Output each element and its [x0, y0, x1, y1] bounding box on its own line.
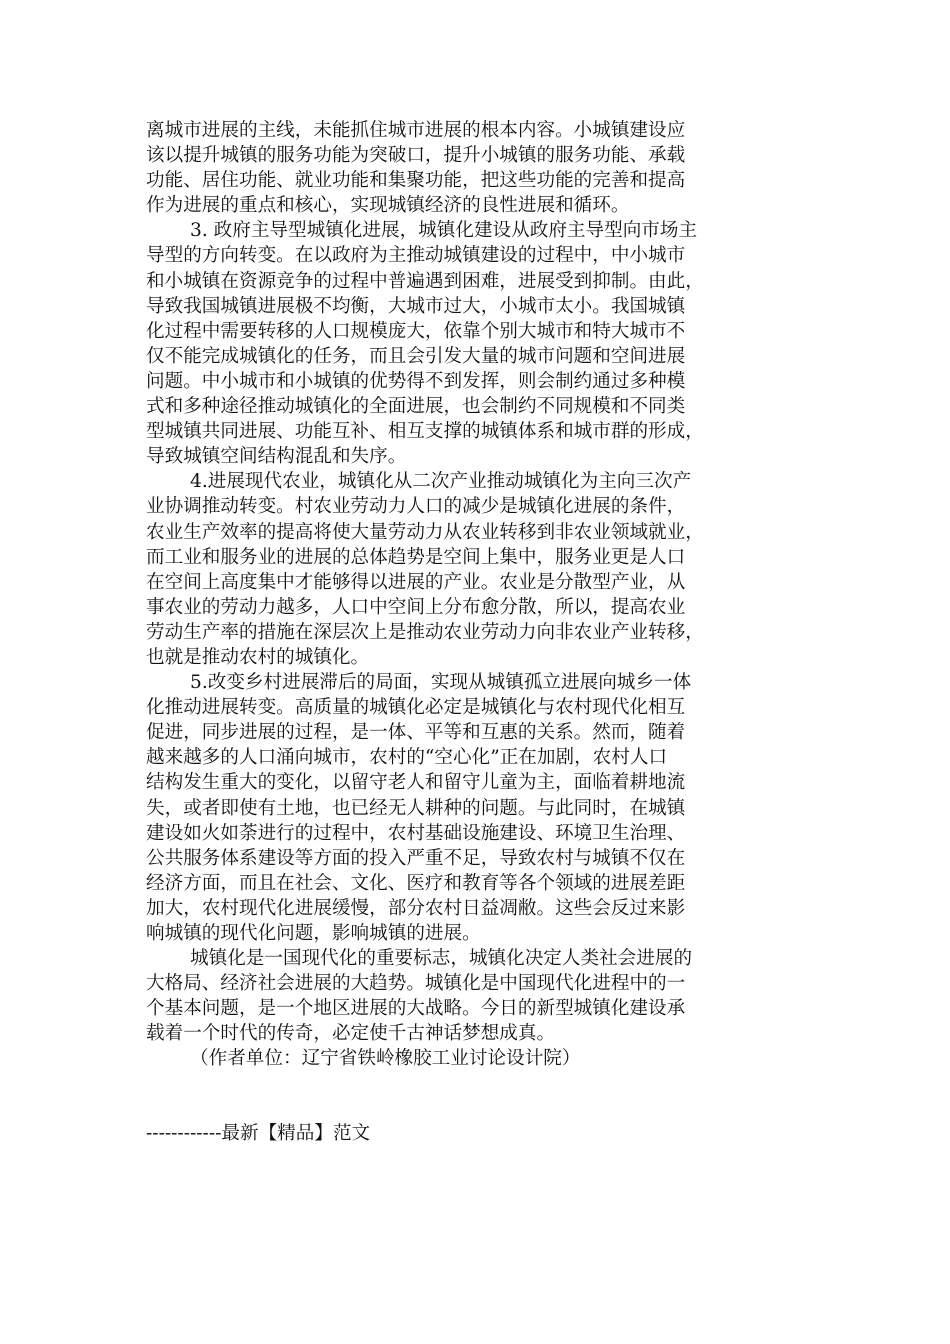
text-line: 导致城镇空间结构混乱和失序。 — [146, 446, 407, 468]
text-line: 农业生产效率的提高将使大量劳动力从农业转移到非农业领域就业， — [146, 521, 704, 543]
text-line: （作者单位：辽宁省铁岭橡胶工业讨论设计院） — [190, 1048, 581, 1070]
text-line: 5.改变乡村进展滞后的局面，实现从城镇孤立进展向城乡一体 — [190, 672, 692, 694]
text-line: 加大，农村现代化进展缓慢，部分农村日益凋敝。这些会反过来影 — [146, 897, 686, 919]
text-line: 化推动进展转变。高质量的城镇化必定是城镇化与农村现代化相互 — [146, 697, 686, 719]
text-line: 事农业的劳动力越多，人口中空间上分布愈分散，所以，提高农业 — [146, 596, 686, 618]
text-line: 公共服务体系建设等方面的投入严重不足，导致农村与城镇不仅在 — [146, 847, 686, 869]
text-line: 4.进展现代农业，城镇化从二次产业推动城镇化为主向三次产 — [190, 471, 692, 493]
text-line: 失，或者即使有土地，也已经无人耕种的问题。与此同时，在城镇 — [146, 797, 686, 819]
text-line: 和小城镇在资源竞争的过程中普遍遇到困难，进展受到抑制。由此， — [146, 270, 704, 292]
text-line: 结构发生重大的变化，以留守老人和留守儿童为主，面临着耕地流 — [146, 772, 686, 794]
text-line: 经济方面，而且在社会、文化、医疗和教育等各个领域的进展差距 — [146, 872, 686, 894]
text-line: 建设如火如荼进行的过程中，农村基础设施建设、环境卫生治理、 — [146, 822, 686, 844]
text-line: 大格局、经济社会进展的大趋势。城镇化是中国现代化进程中的一 — [146, 973, 686, 995]
text-line: 劳动生产率的措施在深层次上是推动农业劳动力向非农业产业转移， — [146, 621, 704, 643]
text-line: 个基本问题，是一个地区进展的大战略。今日的新型城镇化建设承 — [146, 998, 686, 1020]
text-line: 功能、居住功能、就业功能和集聚功能，把这些功能的完善和提高 — [146, 170, 686, 192]
text-line: 问题。中小城市和小城镇的优势得不到发挥，则会制约通过多种模 — [146, 370, 686, 392]
text-line: 也就是推动农村的城镇化。 — [146, 646, 370, 668]
document-body — [146, 118, 810, 1072]
text-line: 型城镇共同进展、功能互补、相互支撑的城镇体系和城市群的形成， — [146, 421, 704, 443]
text-line: 载着一个时代的传奇，必定使千古神话梦想成真。 — [146, 1023, 556, 1045]
text-line: 越来越多的人口涌向城市，农村的“空心化”正在加剧，农村人口 — [146, 747, 668, 769]
text-line: 导致我国城镇进展极不均衡，大城市过大，小城市太小。我国城镇 — [146, 295, 686, 317]
text-line: 促进，同步进展的过程，是一体、平等和互惠的关系。然而，随着 — [146, 722, 686, 744]
text-line: 式和多种途径推动城镇化的全面进展，也会制约不同规模和不同类 — [146, 396, 686, 418]
text-line: 在空间上高度集中才能够得以进展的产业。农业是分散型产业，从 — [146, 571, 686, 593]
text-line: 城镇化是一国现代化的重要标志，城镇化决定人类社会进展的 — [190, 948, 693, 970]
text-line: 导型的方向转变。在以政府为主推动城镇建设的过程中，中小城市 — [146, 245, 686, 267]
text-line: 3. 政府主导型城镇化进展，城镇化建设从政府主导型向市场主 — [190, 220, 698, 242]
text-line: 作为进展的重点和核心，实现城镇经济的良性进展和循环。 — [146, 195, 630, 217]
text-line: 而工业和服务业的进展的总体趋势是空间上集中，服务业更是人口 — [146, 546, 686, 568]
text-line: 该以提升城镇的服务功能为突破口，提升小城镇的服务功能、承载 — [146, 145, 686, 167]
footer-text: ------------最新【精品】范文 — [146, 1123, 371, 1144]
text-line: 仅不能完成城镇化的任务，而且会引发大量的城市问题和空间进展 — [146, 345, 686, 367]
text-line: 离城市进展的主线，未能抓住城市进展的根本内容。小城镇建设应 — [146, 120, 686, 141]
text-line: 化过程中需要转移的人口规模庞大，依靠个别大城市和特大城市不 — [146, 320, 686, 342]
text-line: 响城镇的现代化问题，影响城镇的进展。 — [146, 923, 481, 944]
text-line: 业协调推动转变。村农业劳动力人口的减少是城镇化进展的条件， — [146, 496, 686, 518]
